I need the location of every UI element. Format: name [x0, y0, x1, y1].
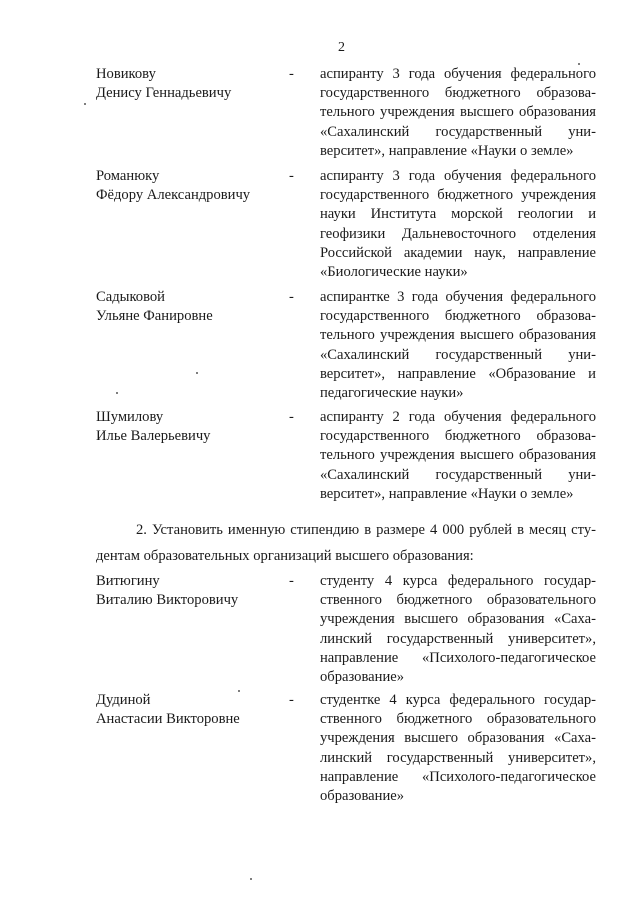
recipient-name: [96, 408, 210, 446]
separator-dash: -: [289, 168, 294, 184]
paragraph-text: 2. Установить именную стипендию в размере 4 000 рублей в месяц студентам образовательных организаций высшего образования:: [96, 522, 596, 564]
recipient-name: [96, 572, 238, 610]
scan-speck: [84, 103, 86, 105]
recipient-name: [96, 691, 240, 729]
separator-dash: -: [289, 66, 294, 82]
scan-speck: [250, 878, 252, 880]
recipient-surname: Витюгину: [96, 573, 160, 589]
recipient-description: аспиранту 3 года обучения федерального государственного бюджетного учреждения науки Института морской геологии и геофизики Дальневосточного отделения Российской академии наук, направление «Биологические науки»: [320, 168, 596, 281]
recipient-surname: Новикову: [96, 66, 156, 82]
scan-speck: [578, 63, 580, 65]
scan-speck: [116, 392, 118, 394]
separator-dash: -: [289, 573, 294, 589]
recipient-surname: Дудиной: [96, 692, 151, 708]
scan-speck: [238, 690, 240, 692]
recipient-surname: Романюку: [96, 168, 160, 184]
recipient-given-name: Илье Валерьевичу: [96, 428, 211, 445]
recipient-description: аспирантке 3 года обучения федерального государственного бюджетного образовательного учреждения высшего образования «Сахалинский государственный университет», направление «Образование и педагогические науки»: [320, 289, 596, 402]
recipient-description: аспиранту 3 года обучения федерального государственного бюджетного образовательного учреждения высшего образования «Сахалинский государственный университет», направление «Науки о земле»: [320, 66, 596, 159]
separator-dash: -: [289, 289, 294, 305]
recipient-surname: Шумилову: [96, 409, 164, 425]
recipient-description: студенту 4 курса федерального государственного бюджетного образовательного учреждения высшего образования «Сахалинский государственный университет», направление «Психолого-педагогическое образование»: [320, 573, 596, 686]
recipient-surname: Садыковой: [96, 289, 165, 305]
resolution-paragraph: [96, 517, 596, 569]
recipient-description: студентке 4 курса федерального государственного бюджетного образовательного учреждения высшего образования «Сахалинский государственный университет», направление «Психолого-педагогическое образование»: [320, 692, 596, 805]
recipient-description: аспиранту 2 года обучения федерального государственного бюджетного образовательного учреждения высшего образования «Сахалинский государственный университет», направление «Науки о земле»: [320, 409, 596, 502]
recipient-given-name: Фёдору Александровичу: [96, 187, 251, 204]
recipient-name: [96, 167, 250, 205]
recipient-name: [96, 288, 213, 326]
scan-speck: [196, 372, 198, 374]
recipient-given-name: Ульяне Фанировне: [96, 308, 213, 325]
recipient-given-name: Анастасии Викторовне: [96, 711, 240, 728]
separator-dash: -: [289, 692, 294, 708]
recipient-given-name: Виталию Викторовичу: [96, 592, 239, 609]
page-number: 2: [338, 40, 345, 55]
separator-dash: -: [289, 409, 294, 425]
recipient-name: [96, 65, 231, 103]
recipient-given-name: Денису Геннадьевичу: [96, 85, 232, 102]
